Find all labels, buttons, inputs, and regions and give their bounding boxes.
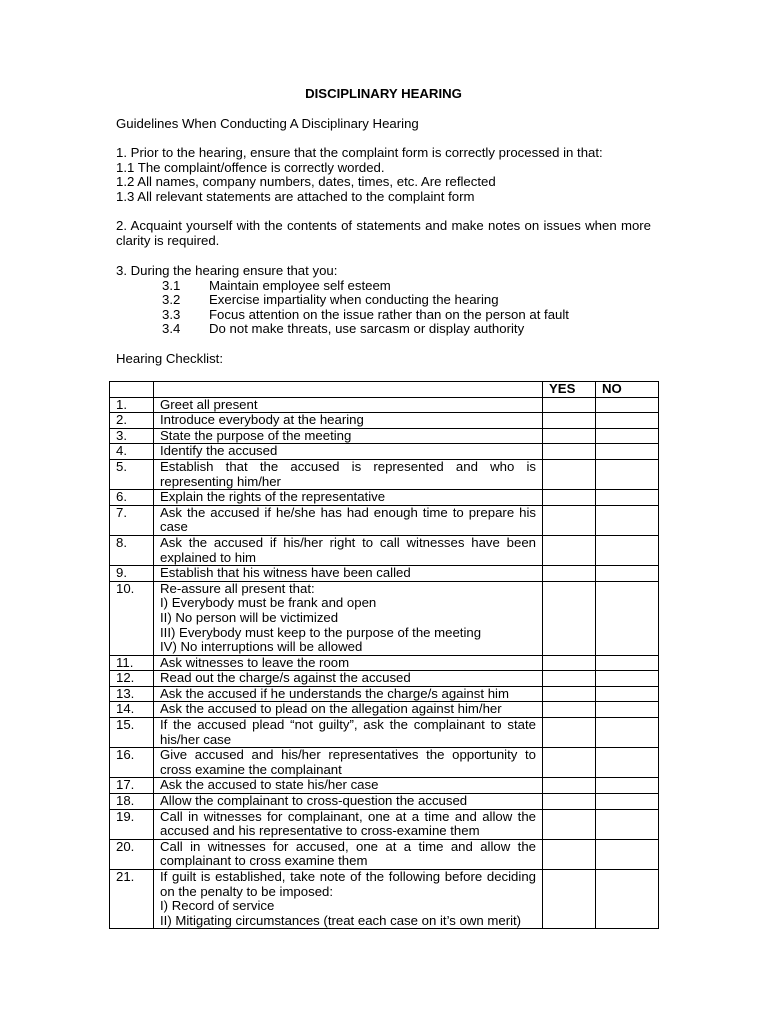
yes-checkbox-cell[interactable]	[543, 413, 596, 429]
row-item-line: Greet all present	[160, 396, 258, 412]
no-checkbox-cell[interactable]	[596, 718, 659, 748]
table-row	[110, 718, 659, 748]
row-number: 21.	[110, 870, 154, 929]
section-3-item-text: Focus attention on the issue rather than on the person at fault	[209, 306, 569, 322]
row-item-line: Identify the accused	[160, 443, 278, 459]
yes-checkbox-cell[interactable]	[543, 748, 596, 778]
row-item-text	[154, 428, 543, 444]
no-checkbox-cell[interactable]	[596, 748, 659, 778]
table-row	[110, 459, 659, 489]
row-item-text	[154, 839, 543, 869]
row-number: 18.	[110, 794, 154, 810]
no-checkbox-cell[interactable]	[596, 490, 659, 506]
no-checkbox-cell[interactable]	[596, 428, 659, 444]
no-checkbox-cell[interactable]	[596, 778, 659, 794]
table-row	[110, 794, 659, 810]
row-number: 11.	[110, 655, 154, 671]
row-number: 3.	[110, 428, 154, 444]
row-item-line: Ask the accused to plead on the allegation against him/her	[160, 701, 502, 717]
row-item-text	[154, 581, 543, 655]
row-item-line: Read out the charge/s against the accused	[160, 670, 411, 686]
no-checkbox-cell[interactable]	[596, 413, 659, 429]
row-item-text	[154, 748, 543, 778]
table-header-row	[110, 382, 659, 398]
yes-checkbox-cell[interactable]	[543, 718, 596, 748]
row-item-line: Call in witnesses for accused, one at a time and allow the complainant to cross examine them	[160, 838, 536, 869]
section-1-item: 1.3 All relevant statements are attached to the complaint form	[116, 188, 475, 204]
table-row	[110, 535, 659, 565]
row-number: 12.	[110, 671, 154, 687]
section-3-item	[116, 279, 651, 294]
row-item-line: I) Everybody must be frank and open	[160, 595, 377, 611]
table-row	[110, 566, 659, 582]
section-3-item	[116, 322, 651, 337]
subtitle-text: Guidelines When Conducting A Disciplinary Hearing	[116, 116, 419, 131]
row-number: 17.	[110, 778, 154, 794]
row-item-line: Ask the accused to state his/her case	[160, 777, 379, 793]
header-cell-no: NO	[596, 382, 659, 398]
row-item-text	[154, 444, 543, 460]
row-item-line: Give accused and his/her representatives the opportunity to cross examine the complainant	[160, 747, 536, 777]
row-item-text	[154, 870, 543, 929]
yes-checkbox-cell[interactable]	[543, 397, 596, 413]
row-item-line: IV) No interruptions will be allowed	[160, 639, 363, 655]
row-number: 14.	[110, 702, 154, 718]
no-checkbox-cell[interactable]	[596, 870, 659, 929]
table-row	[110, 809, 659, 839]
table-row	[110, 778, 659, 794]
row-item-text	[154, 566, 543, 582]
row-item-line: Ask the accused if his/her right to call witnesses have been explained to him	[160, 534, 536, 565]
row-number: 15.	[110, 718, 154, 748]
header-cell-yes: YES	[543, 382, 596, 398]
row-number: 20.	[110, 839, 154, 869]
row-item-line: Ask the accused if he/she has had enough time to prepare his case	[160, 504, 536, 535]
row-item-line: II) No person will be victimized	[160, 609, 339, 625]
table-row	[110, 490, 659, 506]
no-checkbox-cell[interactable]	[596, 535, 659, 565]
row-item-line: II) Mitigating circumstances (treat each case on it’s own merit)	[160, 912, 522, 928]
no-checkbox-cell[interactable]	[596, 839, 659, 869]
yes-checkbox-cell[interactable]	[543, 655, 596, 671]
row-item-text	[154, 459, 543, 489]
row-item-line: Introduce everybody at the hearing	[160, 412, 364, 428]
yes-checkbox-cell[interactable]	[543, 490, 596, 506]
yes-checkbox-cell[interactable]	[543, 671, 596, 687]
row-item-text	[154, 413, 543, 429]
no-checkbox-cell[interactable]	[596, 794, 659, 810]
no-checkbox-cell[interactable]	[596, 581, 659, 655]
row-item-text	[154, 702, 543, 718]
row-number: 8.	[110, 535, 154, 565]
section-2	[116, 219, 651, 248]
row-item-text	[154, 655, 543, 671]
yes-checkbox-cell[interactable]	[543, 459, 596, 489]
yes-checkbox-cell[interactable]	[543, 702, 596, 718]
document-title: DISCIPLINARY HEARING	[305, 86, 462, 101]
row-number: 2.	[110, 413, 154, 429]
row-number: 9.	[110, 566, 154, 582]
table-row	[110, 655, 659, 671]
table-row	[110, 686, 659, 702]
section-3-item	[116, 293, 651, 308]
checklist-label-text: Hearing Checklist:	[116, 351, 224, 366]
row-item-line: State the purpose of the meeting	[160, 427, 352, 443]
row-item-text	[154, 809, 543, 839]
row-item-line: If guilt is established, take note of the following before deciding on the penalty to be imposed:	[160, 869, 536, 899]
no-checkbox-cell[interactable]	[596, 397, 659, 413]
section-1	[116, 146, 651, 204]
yes-checkbox-cell[interactable]	[543, 581, 596, 655]
table-row	[110, 839, 659, 869]
table-row	[110, 413, 659, 429]
table-row	[110, 702, 659, 718]
header-cell-item	[154, 382, 543, 398]
row-item-line: Allow the complainant to cross-question the accused	[160, 793, 468, 809]
row-item-text	[154, 686, 543, 702]
section-3-item-number: 3.3	[162, 306, 181, 322]
row-number: 7.	[110, 505, 154, 535]
row-item-line: Call in witnesses for complainant, one at a time and allow the accused and his representative to cross-examine them	[160, 808, 536, 839]
hearing-checklist-table	[109, 381, 659, 929]
table-row	[110, 748, 659, 778]
row-item-text	[154, 490, 543, 506]
section-3-item	[116, 308, 651, 323]
row-number: 5.	[110, 459, 154, 489]
table-row	[110, 505, 659, 535]
section-3-item-number: 3.4	[162, 321, 181, 337]
row-item-line: Establish that the accused is represented and who is representing him/her	[160, 458, 536, 489]
row-number: 6.	[110, 490, 154, 506]
section-1-item: 1.2 All names, company numbers, dates, times, etc. Are reflected	[116, 174, 496, 190]
table-row	[110, 671, 659, 687]
row-number: 13.	[110, 686, 154, 702]
table-row	[110, 428, 659, 444]
no-checkbox-cell[interactable]	[596, 702, 659, 718]
yes-checkbox-cell[interactable]	[543, 809, 596, 839]
header-cell-number	[110, 382, 154, 398]
row-item-text	[154, 671, 543, 687]
table-row	[110, 581, 659, 655]
yes-checkbox-cell[interactable]	[543, 794, 596, 810]
yes-checkbox-cell[interactable]	[543, 778, 596, 794]
row-item-line: Ask witnesses to leave the room	[160, 654, 350, 670]
section-3-item-number: 3.1	[162, 277, 181, 293]
no-checkbox-cell[interactable]	[596, 671, 659, 687]
row-item-line: Establish that his witness have been called	[160, 565, 411, 581]
section-1-intro: 1. Prior to the hearing, ensure that the complaint form is correctly processed in that:	[116, 145, 603, 160]
no-checkbox-cell[interactable]	[596, 505, 659, 535]
table-row	[110, 444, 659, 460]
section-3-item-text: Maintain employee self esteem	[209, 277, 391, 293]
no-checkbox-cell[interactable]	[596, 655, 659, 671]
row-item-text	[154, 718, 543, 748]
yes-checkbox-cell[interactable]	[543, 535, 596, 565]
yes-checkbox-cell[interactable]	[543, 428, 596, 444]
row-item-line: Re-assure all present that:	[160, 580, 315, 596]
yes-checkbox-cell[interactable]	[543, 444, 596, 460]
row-item-text	[154, 505, 543, 535]
row-item-text	[154, 794, 543, 810]
row-item-line: Ask the accused if he understands the charge/s against him	[160, 685, 509, 701]
row-item-text	[154, 778, 543, 794]
section-3-intro: 3. During the hearing ensure that you:	[116, 263, 338, 278]
document-subtitle	[116, 117, 651, 132]
yes-checkbox-cell[interactable]	[543, 566, 596, 582]
no-checkbox-cell[interactable]	[596, 459, 659, 489]
no-checkbox-cell[interactable]	[596, 566, 659, 582]
table-row	[110, 870, 659, 929]
table-row	[110, 397, 659, 413]
yes-checkbox-cell[interactable]	[543, 839, 596, 869]
section-1-item: 1.1 The complaint/offence is correctly worded.	[116, 159, 385, 175]
row-number: 1.	[110, 397, 154, 413]
row-number: 4.	[110, 444, 154, 460]
row-item-line: Explain the rights of the representative	[160, 489, 386, 505]
row-item-line: I) Record of service	[160, 898, 275, 914]
row-item-line: If the accused plead “not guilty”, ask the complainant to state his/her case	[160, 717, 536, 747]
no-checkbox-cell[interactable]	[596, 444, 659, 460]
row-item-line: III) Everybody must keep to the purpose of the meeting	[160, 624, 482, 640]
no-checkbox-cell[interactable]	[596, 809, 659, 839]
section-2-text: 2. Acquaint yourself with the contents of statements and make notes on issues when more clarity is required.	[116, 218, 651, 248]
section-3	[116, 264, 651, 337]
section-3-item-text: Exercise impartiality when conducting the hearing	[209, 292, 499, 308]
row-number: 19.	[110, 809, 154, 839]
yes-checkbox-cell[interactable]	[543, 686, 596, 702]
row-item-text	[154, 535, 543, 565]
checklist-label	[116, 352, 651, 367]
row-number: 16.	[110, 748, 154, 778]
row-item-text	[154, 397, 543, 413]
row-number: 10.	[110, 581, 154, 655]
yes-checkbox-cell[interactable]	[543, 505, 596, 535]
section-3-item-number: 3.2	[162, 292, 181, 308]
section-3-item-text: Do not make threats, use sarcasm or display authority	[209, 321, 525, 337]
no-checkbox-cell[interactable]	[596, 686, 659, 702]
yes-checkbox-cell[interactable]	[543, 870, 596, 929]
